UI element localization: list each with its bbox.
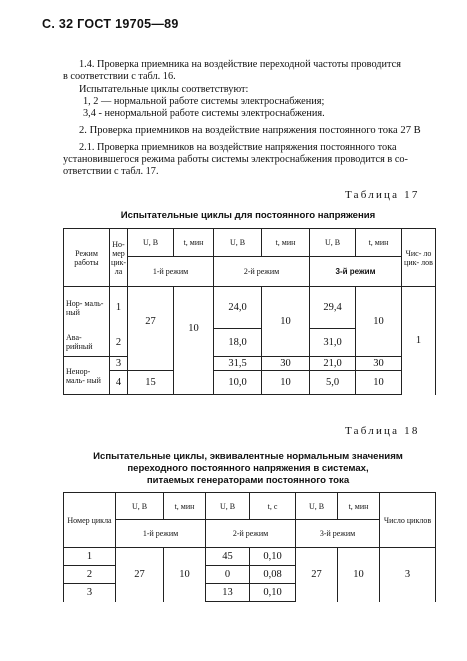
t18-t1: 10 <box>164 548 206 602</box>
t18-r1-u2: 45 <box>206 548 250 566</box>
t17-r1-u2: 24,0 <box>214 287 262 329</box>
t18-u3: 27 <box>296 548 338 602</box>
t17-r1-u3: 29,4 <box>310 287 356 329</box>
cycles-3-4: 3,4 - ненормальной работе системы электроснабжения. <box>83 108 325 119</box>
t17-r4-t1 <box>174 371 214 395</box>
t17-h-t2: t, мин <box>262 229 310 257</box>
t17-h-u1: U, В <box>128 229 174 257</box>
t17-r2-u2: 18,0 <box>214 329 262 357</box>
t18-h-u2: U, В <box>206 493 250 520</box>
para-1-4-line-1: 1.4. Проверка приемника на воздействие переходной частоты проводится <box>79 59 401 70</box>
t18-h-u1: U, В <box>116 493 164 520</box>
table-17 <box>63 228 436 395</box>
t17-h-mode3: 3-й режим <box>310 257 402 287</box>
t17-r3-t2: 30 <box>262 357 310 371</box>
table-18-title <box>63 451 433 487</box>
t17-h-u3: U, В <box>310 229 356 257</box>
t17-r3-u1 <box>128 357 174 371</box>
t18-u1: 27 <box>116 548 164 602</box>
table-18-title-line-2: переходного постоянного напряжения в системах, <box>127 463 369 474</box>
table-18-title-line-3: питаемых генераторами постоянного тока <box>146 475 350 486</box>
t18-r3-num: 3 <box>64 584 116 602</box>
t18-h-num: Номер цикла <box>64 493 116 548</box>
t18-r1-tc: 0,10 <box>250 548 296 566</box>
t18-r1-num: 1 <box>64 548 116 566</box>
t18-r2-num: 2 <box>64 566 116 584</box>
t17-count: 1 <box>402 287 436 395</box>
cycles-intro: Испытательные циклы соответствуют: <box>79 84 249 95</box>
t17-r3-t3: 30 <box>356 357 402 371</box>
t17-h-mode: Режим работы <box>64 229 110 287</box>
t18-r2-u2: 0 <box>206 566 250 584</box>
t17-r4-t2: 10 <box>262 371 310 395</box>
t17-mode-abnormal: Ненор- маль- ный <box>64 357 110 395</box>
t17-r4-u1: 15 <box>128 371 174 395</box>
t18-r2-tc: 0,08 <box>250 566 296 584</box>
t18-h-u3: U, В <box>296 493 338 520</box>
t17-r12-t2: 10 <box>262 287 310 357</box>
t18-h-t1: t, мин <box>164 493 206 520</box>
t18-h-mode1: 1-й режим <box>116 520 206 548</box>
page-header: С. 32 ГОСТ 19705—89 <box>42 17 179 31</box>
para-1-4-line-2: в соответствии с табл. 16. <box>63 71 176 82</box>
t17-h-mode2: 2-й режим <box>214 257 310 287</box>
table-17-title: Испытательные циклы для постоянного напряжения <box>120 210 376 221</box>
t17-mode-normal: Нор- маль- ный <box>64 287 110 329</box>
t17-r4-num: 4 <box>110 371 128 395</box>
t18-h-count: Число циклов <box>380 493 436 548</box>
section-2-title <box>79 125 421 137</box>
t17-r1-num: 1 <box>110 287 128 329</box>
t17-h-t1: t, мин <box>174 229 214 257</box>
t17-r2-num: 2 <box>110 329 128 357</box>
t17-r2-u3: 31,0 <box>310 329 356 357</box>
section-2-title-text: 2. Проверка приемников на воздействие напряжения постоянного тока 27 В <box>79 125 421 136</box>
para-2-1-line-1: 2.1. Проверка приемников на воздействие напряжения постоянного тока <box>79 142 397 153</box>
t17-t1: 10 <box>174 287 214 371</box>
t17-r3-u3: 21,0 <box>310 357 356 371</box>
t18-t3: 10 <box>338 548 380 602</box>
t18-h-tc: t, с <box>250 493 296 520</box>
t17-h-mode1: 1-й режим <box>128 257 214 287</box>
t17-mode-emergency: Ава- рийный <box>64 329 110 357</box>
table-18-label: Таблица 18 <box>345 425 420 437</box>
t18-r3-tc: 0,10 <box>250 584 296 602</box>
t17-r4-u3: 5,0 <box>310 371 356 395</box>
t17-h-num: Но- мер цик- ла <box>110 229 128 287</box>
table-18 <box>63 492 436 602</box>
t17-r3-u2: 31,5 <box>214 357 262 371</box>
table-18-title-line-1: Испытательные циклы, эквивалентные нормальным значениям <box>93 451 403 462</box>
t18-r3-u2: 13 <box>206 584 250 602</box>
t17-r3-num: 3 <box>110 357 128 371</box>
cycles-1-2: 1, 2 — нормальной работе системы электроснабжения; <box>83 96 325 107</box>
t17-r12-u1: 27 <box>128 287 174 357</box>
t18-h-t3: t, мин <box>338 493 380 520</box>
t18-h-mode3: 3-й режим <box>296 520 380 548</box>
table-17-label: Таблица 17 <box>345 189 420 201</box>
t17-h-t3: t, мин <box>356 229 402 257</box>
para-2-1-line-3: ответствии с табл. 17. <box>63 166 159 177</box>
t17-h-u2: U, В <box>214 229 262 257</box>
t17-r12-t3: 10 <box>356 287 402 357</box>
para-2-1-line-2: установившегося режима работы системы электроснабжения проводится в со- <box>63 154 408 165</box>
t18-count: 3 <box>380 548 436 602</box>
t18-h-mode2: 2-й режим <box>206 520 296 548</box>
t17-h-count: Чис- ло цик- лов <box>402 229 436 287</box>
t17-r4-u2: 10,0 <box>214 371 262 395</box>
t17-r4-t3: 10 <box>356 371 402 395</box>
